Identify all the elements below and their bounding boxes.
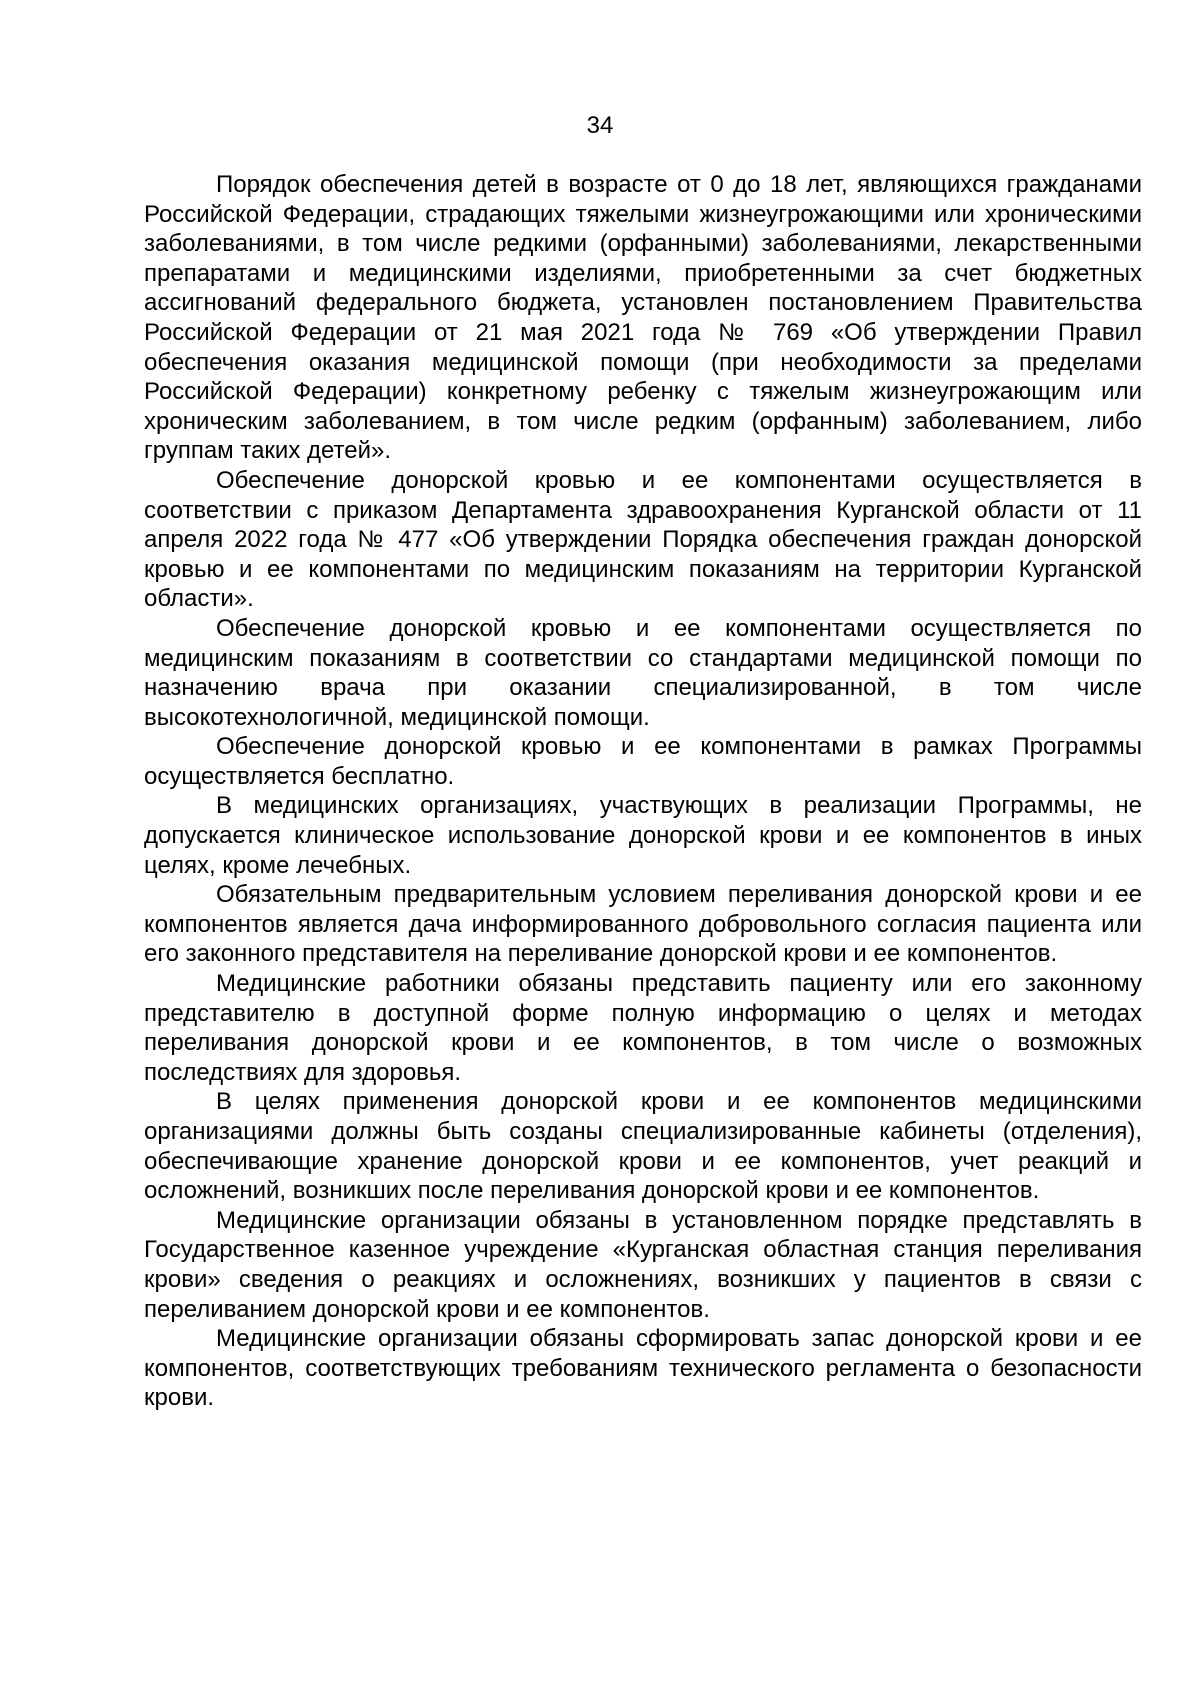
- paragraph-reaction-reporting: Медицинские организации обязаны в установленном порядке представлять в Государственное казенное учреждение «Курганская областная станция переливания крови» сведения о реакциях и осложнениях, возникших у пациентов в связи с переливанием донорской крови и ее компонентов.: [144, 1206, 1142, 1323]
- page-number: 34: [586, 112, 614, 139]
- paragraph-donor-blood-free: Обеспечение донорской кровью и ее компонентами в рамках Программы осуществляется бесплатно.: [144, 733, 1142, 790]
- paragraph-patient-information: Медицинские работники обязаны представить пациенту или его законному представителю в доступной форме полную информацию о целях и методах переливания донорской крови и ее компонентов, в том числе о возможных последствиях для здоровья.: [144, 970, 1142, 1086]
- paragraph-blood-reserve: Медицинские организации обязаны сформировать запас донорской крови и ее компонентов, соответствующих требованиям технического регламента о безопасности крови.: [144, 1325, 1142, 1412]
- paragraph-children-medication-order: Порядок обеспечения детей в возрасте от 0 до 18 лет, являющихся гражданами Российской Федерации, страдающих тяжелыми жизнеугрожающими или хроническими заболеваниями, в том числе редкими (орфанными) заболеваниями, лекарственными препаратами и медицинскими изделиями, приобретенными за счет бюджетных ассигнований федерального бюджета, установлен постановлением Правительства Российской Федерации от 21 мая 2021 года № 769 «Об утверждении Правил обеспечения оказания медицинской помощи (при необходимости за пределами Российской Федерации) конкретному ребенку с тяжелым жизнеугрожающим или хроническим заболеванием, в том числе редким (орфанным) заболеванием, либо группам таких детей».: [144, 171, 1142, 465]
- document-body: [144, 170, 1142, 1413]
- paragraph-donor-blood-order: Обеспечение донорской кровью и ее компонентами осуществляется в соответствии с приказом Департамента здравоохранения Курганской области от 11 апреля 2022 года № 477 «Об утверждении Порядка обеспечения граждан донорской кровью и ее компонентами по медицинским показаниям на территории Курганской области».: [144, 466, 1142, 613]
- paragraph-informed-consent: Обязательным предварительным условием переливания донорской крови и ее компонентов является дача информированного добровольного согласия пациента или его законного представителя на переливание донорской крови и ее компонентов.: [144, 881, 1142, 968]
- paragraph-donor-blood-indications: Обеспечение донорской кровью и ее компонентами осуществляется по медицинским показаниям в соответствии со стандартами медицинской помощи по назначению врача при оказании специализированной, в том числе высокотехнологичной, медицинской помощи.: [144, 614, 1142, 731]
- paragraph-clinical-use-restriction: В медицинских организациях, участвующих в реализации Программы, не допускается клиническое использование донорской крови и ее компонентов в иных целях, кроме лечебных.: [144, 792, 1142, 879]
- paragraph-specialized-cabinets: В целях применения донорской крови и ее компонентов медицинскими организациями должны быть созданы специализированные кабинеты (отделения), обеспечивающие хранение донорской крови и ее компонентов, учет реакций и осложнений, возникших после переливания донорской крови и ее компонентов.: [144, 1088, 1142, 1205]
